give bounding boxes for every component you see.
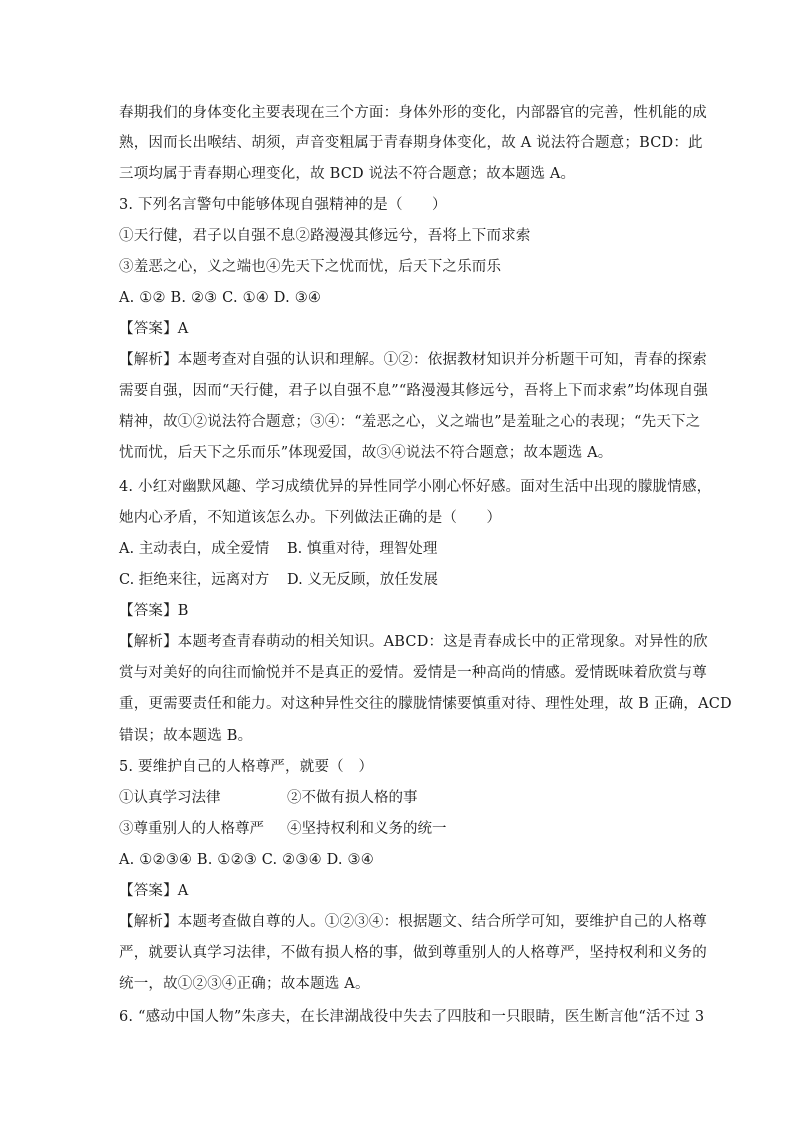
q4-analysis-line-1: 【解析】本题考查青春萌动的相关知识。ABCD：这是青春成长中的正常现象。对异性的欣: [119, 634, 708, 650]
q5-analysis-line-2: 严，就要认真学习法律，不做有损人格的事，做到尊重别人的人格尊严，坚持权利和义务的: [119, 945, 707, 961]
q4-option-d: D. 义无反顾，放任发展: [287, 572, 438, 588]
q4-option-c: C. 拒绝来往，远离对方: [119, 572, 270, 588]
q3-options: A. ①② B. ②③ C. ①④ D. ③④: [119, 290, 322, 306]
q4-analysis-line-3: 重，更需要责任和能力。对这种异性交往的朦胧情愫要慎重对待、理性处理，故 B 正确，ACD: [119, 696, 732, 712]
q3-analysis-line-4: 忧而忧，后天下之乐而乐”体现爱国，故③④说法不符合题意；故本题选 A。: [119, 445, 613, 461]
intro-line-1: 春期我们的身体变化主要表现在三个方面：身体外形的变化，内部器官的完善，性机能的成: [119, 105, 707, 121]
q3-stem: 3. 下列名言警句中能够体现自强精神的是（ ）: [119, 197, 447, 213]
q5-item-2: ②不做有损人格的事: [287, 790, 418, 806]
q4-analysis-line-2: 赏与对美好的向往而愉悦并不是真正的爱情。爱情是一种高尚的情感。爱情既味着欣赏与尊: [119, 665, 707, 681]
q4-analysis-line-4: 错误；故本题选 B。: [119, 728, 253, 744]
intro-line-3: 三项均属于青春期心理变化，故 BCD 说法不符合题意；故本题选 A。: [119, 166, 576, 182]
q4-option-b: B. 慎重对待，理智处理: [287, 541, 438, 557]
q3-line-2: ③羞恶之心，义之端也④先天下之忧而忧，后天下之乐而乐: [119, 259, 502, 275]
q5-item-3: ③尊重别人的人格尊严: [119, 821, 264, 837]
q5-item-1: ①认真学习法律: [119, 790, 221, 806]
q3-answer: 【答案】A: [119, 321, 189, 337]
q6-stem: 6. “感动中国人物”朱彦夫，在长津湖战役中失去了四肢和一只眼睛，医生断言他“活不过 3: [119, 1009, 705, 1025]
q5-answer: 【答案】A: [119, 883, 189, 899]
q5-analysis-line-1: 【解析】本题考查做自尊的人。①②③④：根据题文、结合所学可知，要维护自己的人格尊: [119, 914, 707, 930]
q3-analysis-line-1: 【解析】本题考查对自强的认识和理解。①②：依据教材知识并分析题干可知，青春的探索: [119, 352, 707, 368]
intro-line-2: 熟，因而长出喉结、胡须，声音变粗属于青春期身体变化，故 A 说法符合题意；BCD：此: [119, 135, 703, 151]
q4-stem-line-1: 4. 小红对幽默风趣、学习成绩优异的异性同学小刚心怀好感。面对生活中出现的朦胧情感，: [119, 479, 712, 495]
q5-options: A. ①②③④ B. ①②③ C. ②③④ D. ③④: [119, 852, 374, 868]
q4-option-a: A. 主动表白，成全爱情: [119, 541, 270, 557]
q5-stem: 5. 要维护自己的人格尊严，就要（ ）: [119, 759, 374, 775]
q3-line-1: ①天行健，君子以自强不息②路漫漫其修远兮，吾将上下而求索: [119, 228, 531, 244]
q3-analysis-line-3: 精神，故①②说法符合题意；③④：“羞恶之心，义之端也”是羞耻之心的表现；“先天下之: [119, 414, 701, 430]
q4-answer: 【答案】B: [119, 603, 189, 619]
q5-analysis-line-3: 统一，故①②③④正确；故本题选 A。: [119, 976, 370, 992]
q5-item-4: ④坚持权利和义务的统一: [287, 821, 447, 837]
q4-stem-line-2: 她内心矛盾，不知道该怎么办。下列做法正确的是（ ）: [119, 510, 502, 526]
q3-analysis-line-2: 需要自强，因而“天行健，君子以自强不息”“路漫漫其修远兮，吾将上下而求索”均体现自强: [119, 383, 709, 399]
